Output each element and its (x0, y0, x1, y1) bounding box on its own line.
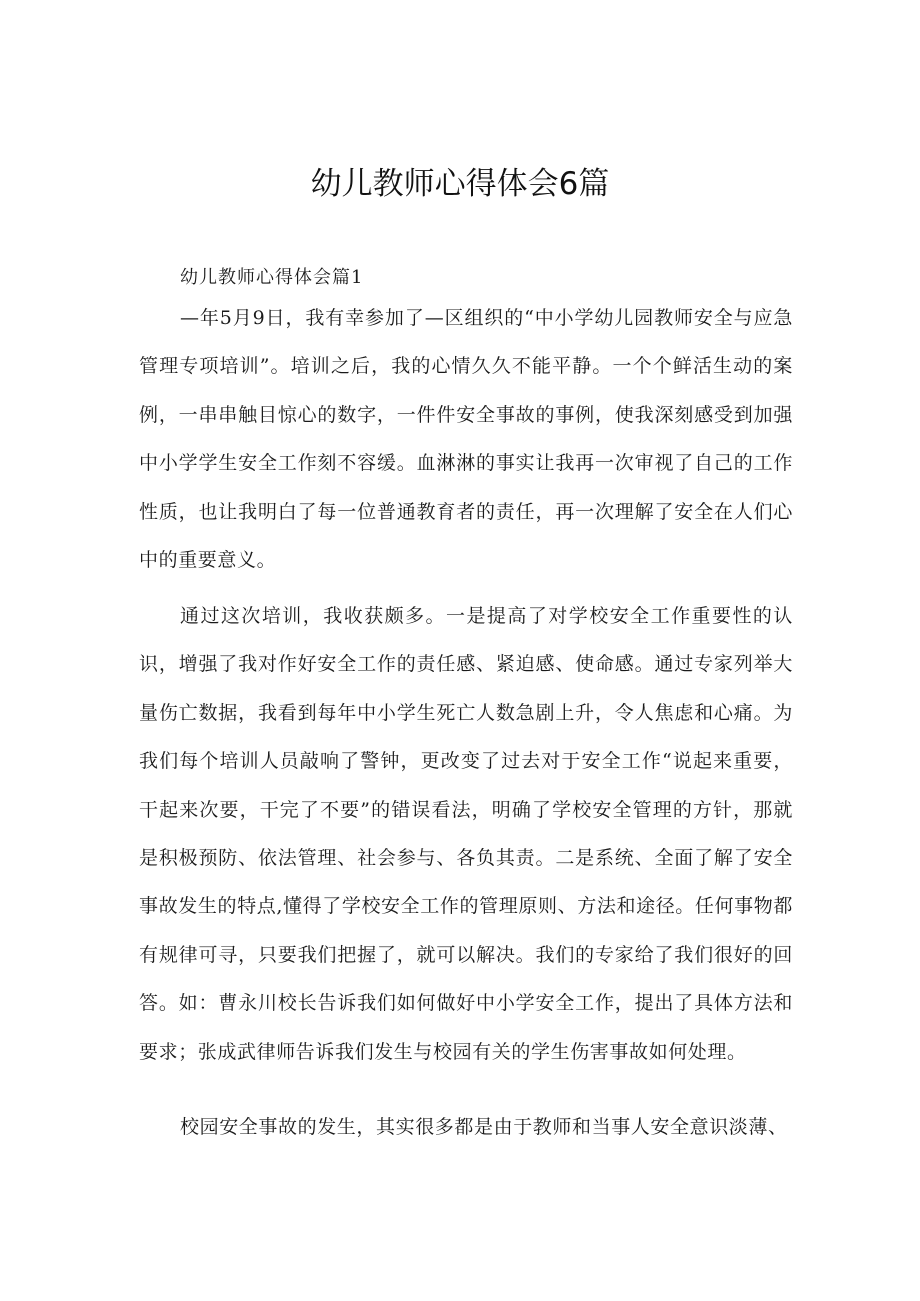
section-heading: 幼儿教师心得体会篇1 (180, 267, 364, 288)
paragraph-2: 通过这次培训，我收获颇多。一是提高了对学校安全工作重要性的认识，增强了我对作好安全工作的责任感、紧迫感、使命感。通过专家列举大量伤亡数据，我看到每年中小学生死亡人数急剧上升，令人焦虑和心痛。为我们每个培训人员敲响了警钟，更改变了过去对于安全工作“说起来重要，干起来次要，干完了不要”的错误看法，明确了学校安全管理的方针，那就是积极预防、依法管理、社会参与、各负其责。二是系统、全面了解了安全事故发生的特点,懂得了学校安全工作的管理原则、方法和途径。任何事物都有规律可寻，只要我们把握了，就可以解决。我们的专家给了我们很好的回答。如：曹永川校长告诉我们如何做好中小学安全工作，提出了具体方法和要求；张成武律师告诉我们发生与校园有关的学生伤害事故如何处理。 (139, 605, 793, 1063)
paragraph-3: 校园安全事故的发生，其实很多都是由于教师和当事人安全意识淡薄、 (180, 1116, 788, 1138)
paragraph-1: —年5月9日，我有幸参加了—区组织的“中小学幼儿园教师安全与应急管理专项培训”。培训之后，我的心情久久不能平静。一个个鲜活生动的案例，一串串触目惊心的数字，一件件安全事故的事例，使我深刻感受到加强中小学学生安全工作刻不容缓。血淋淋的事实让我再一次审视了自己的工作性质，也让我明白了每一位普通教育者的责任，再一次理解了安全在人们心中的重要意义。 (139, 307, 793, 572)
document-title: 幼儿教师心得体会6篇 (310, 166, 610, 202)
